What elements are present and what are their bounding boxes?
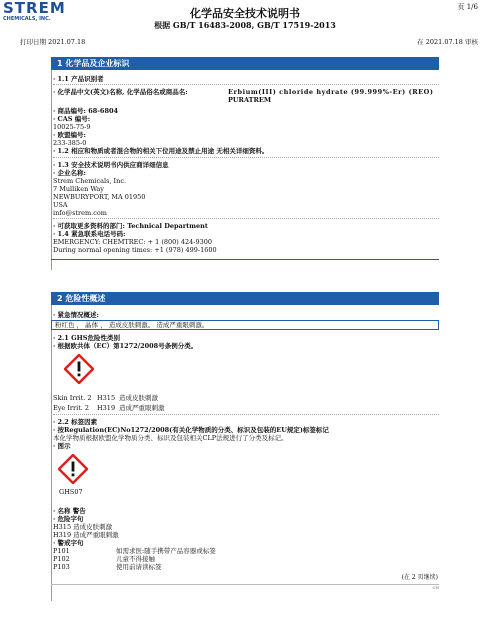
s22-description: 本化学物质根据欧盟化学物质分类、标识及包装相关CLP法规进行了分类及标记。: [53, 434, 288, 442]
revision-date: 在 2021.07.18 审核: [417, 38, 478, 46]
section-2-heading: 2 危险性概述: [51, 292, 439, 305]
product-name-value2: PURATREM: [228, 96, 272, 104]
product-name-label: · 化学品中文(英文)名称, 化学品俗名或商品名:: [53, 88, 188, 96]
company-line: 7 Mulliken Way: [53, 185, 104, 193]
company-logo-sub: CHEMICALS, INC.: [3, 16, 51, 22]
ghs-code: GHS07: [59, 488, 83, 496]
section-1-side-line: [51, 70, 52, 270]
company-logo: STREM: [3, 0, 66, 17]
signal-word: · 名称 警告: [53, 507, 86, 515]
s22-heading: · 2.2 标签因素: [53, 418, 98, 426]
continued-note: (在 2 页继续): [401, 574, 438, 581]
document-title: 化学品安全技术说明书: [190, 7, 300, 20]
precaution-code: P101: [53, 547, 70, 555]
section-2-side-line: [51, 305, 52, 601]
class-h: H319: [97, 404, 116, 412]
emergency-overview-box: [51, 320, 439, 330]
class-h: H315: [97, 394, 116, 402]
document-subtitle: 根据 GB/T 16483-2008, GB/T 17519-2013: [154, 20, 336, 30]
s12-text: · 1.2 相应和物质或者混合物的相关下位用途及禁止用途 无相关详细资料。: [53, 147, 269, 155]
product-number: · 商品编号: 68-6804: [53, 107, 119, 115]
s13-heading: · 1.3 安全技术说明书内供应商详细信息: [53, 161, 169, 169]
company-email[interactable]: info@strem.com: [53, 209, 107, 217]
divider: [53, 218, 439, 219]
cas-label: · CAS 编号:: [53, 115, 91, 123]
class-text: 造成严重眼刺激: [119, 404, 165, 412]
section-1-heading: 1 化学品及企业标识: [51, 57, 439, 70]
print-date: 打印日期 2021.07.18: [20, 38, 86, 46]
emergency-overview-label: · 紧急情况概述:: [53, 311, 99, 319]
divider: [53, 157, 439, 158]
hazard-statement: H315 造成皮肤刺激: [53, 523, 113, 531]
page-number: 页 1/6: [457, 3, 478, 11]
cas-value: 10025-75-9: [53, 123, 91, 131]
s21-subheading: · 根据欧共体（EC）第1272/2008号条例分类。: [53, 342, 198, 350]
precaution-label: · 警戒字句: [53, 539, 84, 547]
precaution-code: P102: [53, 555, 70, 563]
divider: [53, 84, 439, 85]
footer-code: CN: [432, 585, 439, 590]
emergency-overview-text: 粉红色 ， 晶体 ， 造成皮肤刺激。 造成严重眼刺激。: [55, 321, 209, 329]
precaution-text: 使用前请读标签: [116, 563, 162, 571]
ec-value: 233-385-0: [53, 139, 87, 147]
class-code: Eye Irrit. 2: [53, 404, 90, 412]
footer-line: [51, 584, 439, 585]
emergency-phone: EMERGENCY: CHEMTREC: + 1 (800) 424-9300: [53, 238, 213, 246]
hazard-statement: H319 造成严重眼刺激: [53, 531, 119, 539]
company-line: USA: [53, 201, 68, 209]
s22-regulation: · 按Regulation(EC)No1272/2008(有关化学物质的分类、标识及包装的EU规定)标签标记: [53, 426, 329, 434]
s11-heading: · 1.1 产品识别者: [53, 75, 104, 83]
divider: [53, 414, 439, 415]
company-line: NEWBURYPORT, MA 01950: [53, 193, 146, 201]
opening-phone: During normal opening times: +1 (978) 499-1600: [53, 246, 217, 254]
section-1-end-line: [51, 259, 439, 260]
ghs07-exclamation-icon: [58, 454, 88, 484]
class-code: Skin Irrit. 2: [53, 394, 92, 402]
hazard-label: · 危险字句: [53, 515, 84, 523]
company-label: · 企业名称:: [53, 169, 86, 177]
pictogram-label: · 图示: [53, 442, 71, 450]
dept-line: · 可获取更多资料的部门: Technical Department: [53, 222, 208, 230]
s14-heading: · 1.4 紧急联系电话号码:: [53, 230, 126, 238]
class-text: 造成皮肤刺激: [119, 394, 158, 402]
exclamation-pictogram-icon: [64, 354, 94, 384]
precaution-text: 儿童不得接触: [116, 555, 155, 563]
company-line: Strem Chemicals, Inc.: [53, 177, 127, 185]
precaution-text: 如需求医:随手携带产品容器或标签: [116, 547, 216, 555]
s21-heading: · 2.1 GHS危险性类别: [53, 334, 120, 342]
ec-label: · 欧盟编号:: [53, 131, 86, 139]
product-name-value: Erbium(III) chloride hydrate (99.999%-Er) (REO): [228, 88, 434, 96]
precaution-code: P103: [53, 563, 70, 571]
